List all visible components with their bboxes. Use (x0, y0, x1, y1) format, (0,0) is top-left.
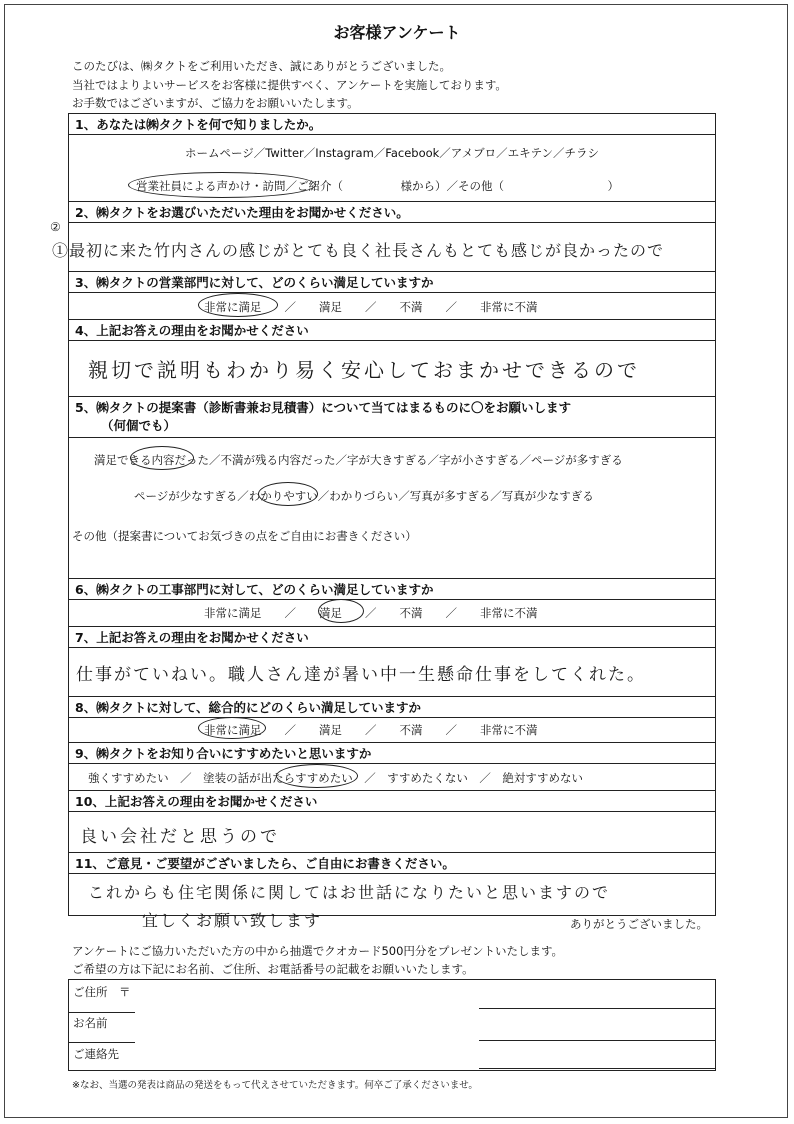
q4-handwritten-answer: 親切で説明もわかり易く安心しておまかせできるので (88, 358, 640, 382)
q8-answer-circle (198, 717, 266, 739)
q3-answer-circle (198, 293, 278, 317)
q2-handwritten-answer: ①最初に来た竹内さんの感じがとても良く社長さんもとても感じが良かったので (52, 241, 665, 260)
page-title: お客様アンケート (333, 23, 461, 42)
q9-scale[interactable]: 強くすすめたい ／ 塗装の話が出たらすすめたい ／ すすめたくない ／ 絶対すすめない (88, 771, 583, 785)
q5-answer-circle-2 (258, 482, 318, 506)
q8-scale[interactable]: 非常に満足 ／ 満足 ／ 不満 ／ 非常に不満 (204, 723, 538, 737)
q1-heading: 1、あなたは㈱タクトを何で知りましたか。 (68, 113, 716, 135)
intro-line-1: このたびは、㈱タクトをご利用いただき、誠にありがとうございました。 (72, 59, 452, 73)
name-underline-left (69, 1042, 135, 1043)
q1-answer-circle (128, 172, 316, 198)
phone-label: ご連絡先 (73, 1047, 119, 1061)
present-line-2: ご希望の方は下記にお名前、ご住所、お電話番号の記載をお願いいたします。 (72, 962, 474, 976)
q2-heading: 2、㈱タクトをお選びいただいた理由をお聞かせください。 (68, 201, 716, 223)
address-label: ご住所 〒 (73, 985, 131, 999)
q1-options-line2[interactable]: 営業社員による声かけ・訪問／ご紹介（ 様から）／その他（ ） (136, 179, 619, 193)
q10-handwritten-answer: 良い会社だと思うので (80, 827, 280, 847)
q5-other-prompt[interactable]: その他（提案書についてお気づきの点をご自由にお書きください） (72, 529, 417, 543)
q2-handwritten-mark: ② (50, 220, 63, 234)
q6-scale[interactable]: 非常に満足 ／ 満足 ／ 不満 ／ 非常に不満 (204, 606, 538, 620)
phone-field[interactable] (479, 1068, 715, 1069)
contact-form (68, 979, 716, 1071)
q11-heading: 11、ご意見・ご要望がございましたら、ご自由にお書きください。 (68, 852, 716, 874)
q5-heading-line1: 5、㈱タクトの提案書（診断書兼お見積書）について当てはまるものに〇をお願いします (75, 400, 571, 415)
footnote: ※なお、当選の発表は商品の発送をもって代えさせていただきます。何卒ご了承くださいませ。 (72, 1080, 478, 1091)
q3-heading: 3、㈱タクトの営業部門に対して、どのくらい満足していますか (68, 271, 716, 293)
q5-heading (68, 396, 716, 438)
q7-handwritten-answer: 仕事がていねい。職人さん達が暑い中一生懸命仕事をしてくれた。 (76, 665, 646, 685)
thanks-text: ありがとうございました。 (570, 917, 708, 931)
q6-answer-circle (318, 599, 364, 623)
q11-handwritten-answer-line2: 宜しくお願い致します (142, 911, 323, 930)
q10-heading: 10、上記お答えの理由をお聞かせください (68, 790, 716, 812)
address-field[interactable] (479, 1008, 715, 1009)
q5-options-line2[interactable]: ページが少なすぎる／わかりやすい／わかりづらい／写真が多すぎる／写真が少なすぎる (134, 489, 594, 503)
name-field[interactable] (479, 1040, 715, 1041)
q7-heading: 7、上記お答えの理由をお聞かせください (68, 626, 716, 648)
intro-line-3: お手数ではございますが、ご協力をお願いいたします。 (72, 96, 359, 110)
name-label: お名前 (73, 1016, 108, 1030)
q9-heading: 9、㈱タクトをお知り合いにすすめたいと思いますか (68, 742, 716, 764)
address-underline-left (69, 1012, 135, 1013)
q5-answer-circle-1 (130, 446, 194, 470)
q8-heading: 8、㈱タクトに対して、総合的にどのくらい満足していますか (68, 696, 716, 718)
q3-scale[interactable]: 非常に満足 ／ 満足 ／ 不満 ／ 非常に不満 (204, 300, 538, 314)
q4-heading: 4、上記お答えの理由をお聞かせください (68, 319, 716, 341)
present-line-1: アンケートにご協力いただいた方の中から抽選でクオカード500円分をプレゼントいたします。 (72, 944, 564, 958)
q5-heading-line2: （何個でも） (101, 418, 177, 433)
q9-answer-circle (276, 764, 358, 788)
intro-line-2: 当社ではよりよいサービスをお客様に提供すべく、アンケートを実施しております。 (72, 78, 507, 92)
q11-handwritten-answer-line1: これからも住宅関係に関してはお世話になりたいと思いますので (88, 883, 611, 902)
q1-options-line1[interactable]: ホームページ／Twitter／Instagram／Facebook／アメブロ／エキテン／チラシ (184, 146, 600, 160)
q6-heading: 6、㈱タクトの工事部門に対して、どのくらい満足していますか (68, 578, 716, 600)
q5-options-line1[interactable]: 満足できる内容だった／不満が残る内容だった／字が大きすぎる／字が小さすぎる／ページが多すぎる (94, 453, 623, 467)
